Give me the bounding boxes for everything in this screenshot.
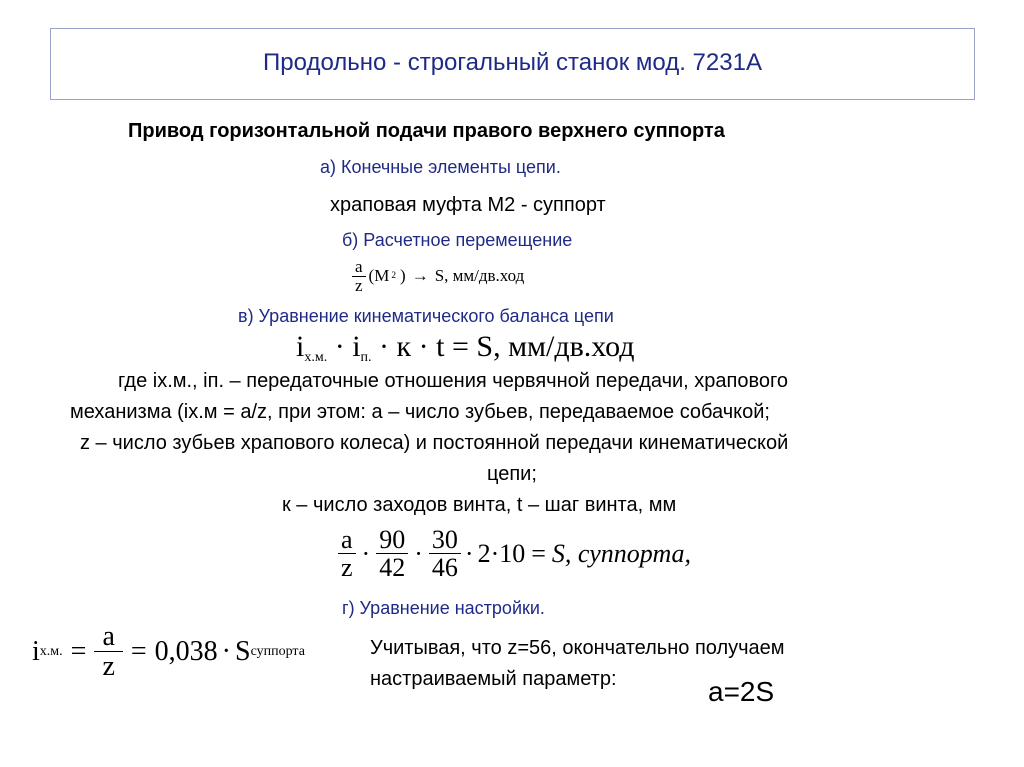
conclusion-line-2: настраиваемый параметр: xyxy=(370,668,617,690)
t-symbol: t xyxy=(436,330,445,363)
close-paren: ) xyxy=(400,266,406,286)
dot-operator: · xyxy=(334,330,345,363)
equals-sign: = xyxy=(451,330,469,363)
i-p-subscript: п. xyxy=(360,349,372,365)
fraction-denominator: z xyxy=(341,553,353,583)
displacement-formula xyxy=(352,258,524,295)
equals-sign: = xyxy=(130,635,147,667)
k-symbol: к xyxy=(396,330,412,363)
fraction-a-z xyxy=(338,526,356,582)
fraction-denominator: z xyxy=(102,651,115,683)
fraction-90-42 xyxy=(376,526,408,582)
equation-rhs: S, мм/дв.ход xyxy=(476,330,635,363)
dot-operator: · xyxy=(414,538,423,568)
fraction-denominator: 42 xyxy=(379,553,406,583)
section-g-label: г) Уравнение настройки. xyxy=(342,598,545,618)
i-xm-subscript: х.м. xyxy=(304,349,328,365)
fraction-a-z xyxy=(94,622,122,682)
i-symbol: i xyxy=(352,330,361,363)
explanation-line-2: механизма (iх.м = a/z, при этом: а – число зубьев, передаваемое собачкой; xyxy=(70,401,770,423)
fraction-numerator: a xyxy=(338,526,356,554)
open-paren: ( xyxy=(368,266,375,286)
clutch-symbol: M xyxy=(374,266,390,286)
i-xm-subscript: х.м. xyxy=(39,643,63,659)
fraction-numerator: 30 xyxy=(429,526,461,554)
explanation-line-5: к – число заходов винта, t – шаг винта, мм xyxy=(282,494,677,516)
dot-operator: · xyxy=(361,538,371,568)
explanation-line-3: z – число зубьев храпового колеса) и постоянной передачи кинематической xyxy=(80,432,789,454)
explanation-line-4: цепи; xyxy=(487,463,537,485)
conclusion-line-1: Учитывая, что z=56, окончательно получаем xyxy=(370,637,785,659)
result-value: a=2S xyxy=(708,676,775,707)
section-a-label: а) Конечные элементы цепи. xyxy=(320,157,561,177)
s-symbol: S xyxy=(235,635,251,667)
coefficient: 0,038 xyxy=(154,635,218,667)
fraction-numerator: 90 xyxy=(376,526,408,554)
section-heading: Привод горизонтальной подачи правого верхнего суппорта xyxy=(128,120,725,142)
dot-operator: · xyxy=(464,538,474,568)
equals-sign: = xyxy=(70,635,87,667)
arrow-symbol: → xyxy=(411,266,429,286)
fraction-denominator: z xyxy=(355,275,363,295)
clutch-subscript: 2 xyxy=(391,271,397,282)
fraction-numerator: a xyxy=(94,622,122,652)
i-symbol: i xyxy=(296,330,305,363)
page-title: Продольно - строгальный станок мод. 7231А xyxy=(263,49,762,76)
dot-operator: · xyxy=(221,635,231,667)
section-v-label: в) Уравнение кинематического баланса цепи xyxy=(238,306,614,326)
title-box xyxy=(50,28,975,100)
tuning-equation xyxy=(32,622,305,682)
fraction-denominator: 46 xyxy=(431,553,458,583)
i-symbol: i xyxy=(32,635,40,667)
multiplier: 2·10 xyxy=(477,538,526,568)
dot-operator: · xyxy=(418,330,429,363)
displacement-rhs: S, мм/дв.ход xyxy=(434,266,525,286)
kinematic-balance-equation xyxy=(296,330,635,366)
fraction-numerator: a xyxy=(352,258,366,277)
equals-sign: = xyxy=(531,538,546,568)
dot-operator: · xyxy=(379,330,390,363)
balance-rhs: S, суппорта, xyxy=(551,538,692,568)
section-a-text: храповая муфта М2 - суппорт xyxy=(330,194,606,216)
section-b-label: б) Расчетное перемещение xyxy=(342,230,573,250)
fraction-30-46 xyxy=(429,526,461,582)
s-subscript: суппорта xyxy=(250,643,305,659)
fraction-a-z xyxy=(352,258,366,295)
chain-balance-equation xyxy=(338,526,691,582)
explanation-line-1: где iх.м., iп. – передаточные отношения червячной передачи, храпового xyxy=(118,370,788,392)
